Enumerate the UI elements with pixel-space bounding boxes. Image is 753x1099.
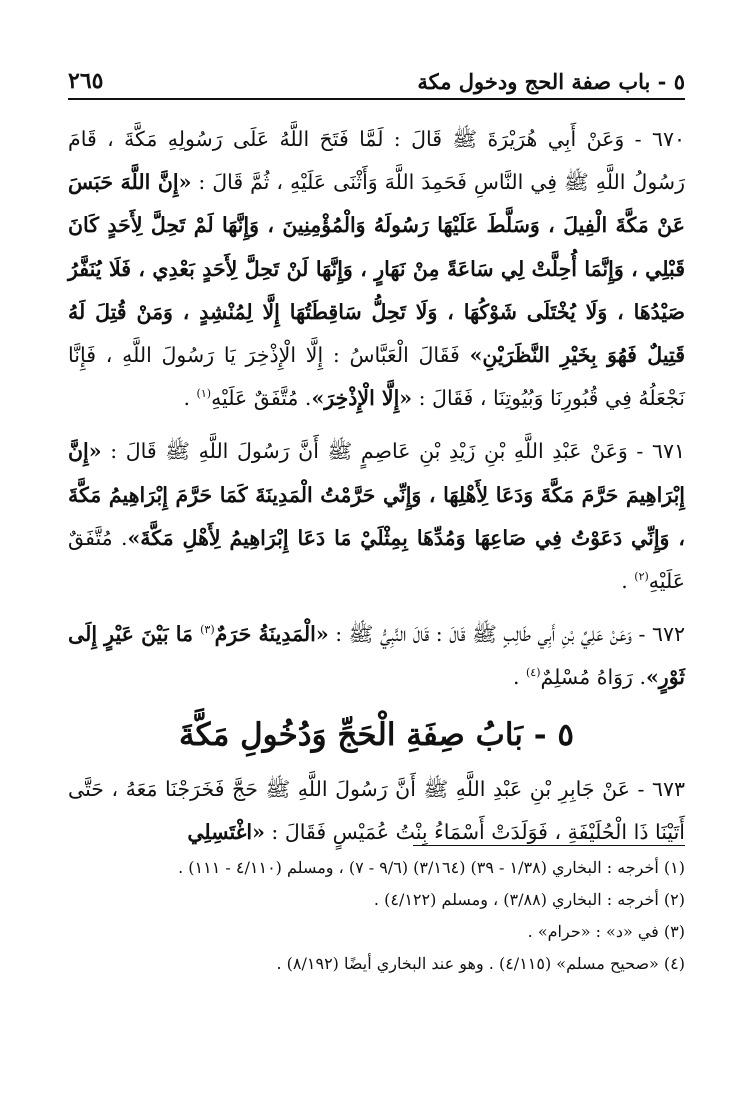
hadith-text: . (621, 569, 635, 594)
footnote: (١) أخرجه : البخاري (١/٣٨ - ٣٩) (٣/١٦٤) (٩/٦ - ٧) ، ومسلم (٤/١١٠ - ١١١) . (178, 858, 685, 877)
hadith-text: فَقَالَ الْعَبَّاسُ : إِلَّا الْإِذْخِرَ يَا رَسُولَ اللَّهِ ، فَإِنَّا نَجْعَلُهُ فِي قُبُورِنَا وَبُيُوتِنَا ، فَقَالَ : (68, 343, 685, 411)
hadith-number: ٦٧٠ (651, 127, 685, 151)
hadith-text: . (183, 386, 197, 411)
hadith-quote: «إِنَّ اللَّهَ حَبَسَ عَنْ مَكَّةَ الْفِيلَ ، وَسَلَّطَ عَلَيْهَا رَسُولَهُ وَالْمُؤْمِنِينَ ، وَإِنَّهَا لَمْ تَحِلَّ لِأَحَدٍ كَانَ قَبْلِي ، وَإِنَّمَا أُحِلَّتْ لِي سَاعَةً مِنْ نَهَارٍ ، وَإِنَّهَا لَنْ تَحِلَّ لِأَحَدٍ بَعْدِي ، فَلَا يُنَفَّرُ صَيْدُهَا ، وَلَا يُخْتَلَى شَوْكُهَا ، وَلَا تَحِلُّ سَاقِطَتُهَا إِلَّا لِمُنْشِدٍ ، وَمَنْ قُتِلَ لَهُ قَتِيلٌ فَهُوَ بِخَيْرِ النَّظَرَيْنِ» (68, 170, 685, 368)
hadith-quote: «اغْتَسِلِي (187, 819, 265, 844)
hadith-number: ٦٧٣ (651, 776, 685, 801)
hadith-text: - وَعَنْ أَبِي هُرَيْرَةَ ﷺ قَالَ : لَمَّا فَتَحَ اللَّهُ عَلَى رَسُولِهِ مَكَّةَ ، قَامَ رَسُولُ اللَّهِ ﷺ فِي النَّاسِ فَحَمِدَ اللَّهَ وَأَثْنَى عَلَيْهِ ، ثُمَّ قَالَ : (68, 127, 685, 195)
footnote-ref: (٤) (525, 666, 541, 680)
hadith-quote: مَا بَيْنَ عَيْرٍ إِلَى ثَوْرٍ» (68, 622, 685, 690)
hadith-text: - وَعَنْ عَلِيِّ بْنِ أَبِي طَالِبٍ ﷺ قَالَ : قَالَ النَّبِيُّ ﷺ : (328, 622, 652, 647)
section-title: ٥ - بَابُ صِفَةِ الْحَجِّ وَدُخُولِ مَكَّةَ (178, 716, 575, 753)
footnote: (٢) أخرجه : البخاري (٣/٨٨) ، ومسلم (٤/١٢٢) . (373, 890, 685, 909)
page-body (68, 118, 685, 864)
hadith-number: ٦٧١ (651, 439, 685, 464)
hadith-number: ٦٧٢ (651, 622, 685, 647)
hadith-quote: «الْمَدِينَةُ حَرَمٌ (214, 622, 329, 647)
hadith-text: . مُتَّفَقٌ عَلَيْهِ (68, 525, 685, 594)
hadith-text: - وَعَنْ عَبْدِ اللَّهِ بْنِ زَيْدِ بْنِ عَاصِمٍ ﷺ أَنَّ رَسُولَ اللَّهِ ﷺ قَالَ : (101, 439, 652, 464)
footnotes (68, 852, 685, 980)
hadith-670 (68, 118, 685, 420)
hadith-673 (68, 768, 685, 854)
page-header (68, 58, 685, 100)
hadith-quote: «إِنَّ إِبْرَاهِيمَ حَرَّمَ مَكَّةَ وَدَعَا لِأَهْلِهَا ، وَإِنِّي حَرَّمْتُ الْمَدِينَةَ كَمَا حَرَّمَ إِبْرَاهِيمُ مَكَّةَ ، وَإِنِّي دَعَوْتُ فِي صَاعِهَا وَمُدِّهَا بِمِثْلَيْ مَا دَعَا إِبْرَاهِيمُ لِأَهْلِ مَكَّةَ» (68, 439, 685, 550)
running-title: ٥ - باب صفة الحج ودخول مكة (417, 69, 685, 94)
footnote-ref: (١) (196, 387, 212, 401)
hadith-text: . مُتَّفَقٌ عَلَيْهِ (211, 386, 312, 411)
hadith-text: . (512, 665, 526, 690)
hadith-672 (68, 613, 685, 699)
page-number: ٢٦٥ (68, 68, 104, 94)
footnote-ref: (٢) (634, 570, 649, 584)
hadith-quote: «إِلَّا الْإِذْخِرَ» (311, 386, 413, 411)
footnote-divider (413, 845, 685, 846)
hadith-text: - عَنْ جَابِرِ بْنِ عَبْدِ اللَّهِ ﷺ أَنَّ رَسُولَ اللَّهِ ﷺ حَجَّ فَخَرَجْنَا مَعَهُ ، حَتَّى أَتَيْنَا ذَا الْحُلَيْفَةِ ، فَوَلَدَتْ أَسْمَاءُ بِنْتُ عُمَيْسٍ فَقَالَ : (68, 776, 685, 844)
hadith-text: . رَوَاهُ مُسْلِمٌ (540, 665, 646, 690)
hadith-671 (68, 430, 685, 603)
footnote: (٤) «صحيح مسلم» (٤/١١٥) . وهو عند البخاري أيضًا (٨/١٩٢) . (276, 954, 685, 973)
footnote: (٣) في «د» : «حرام» . (527, 922, 685, 941)
footnote-ref: (٣) (200, 623, 215, 637)
